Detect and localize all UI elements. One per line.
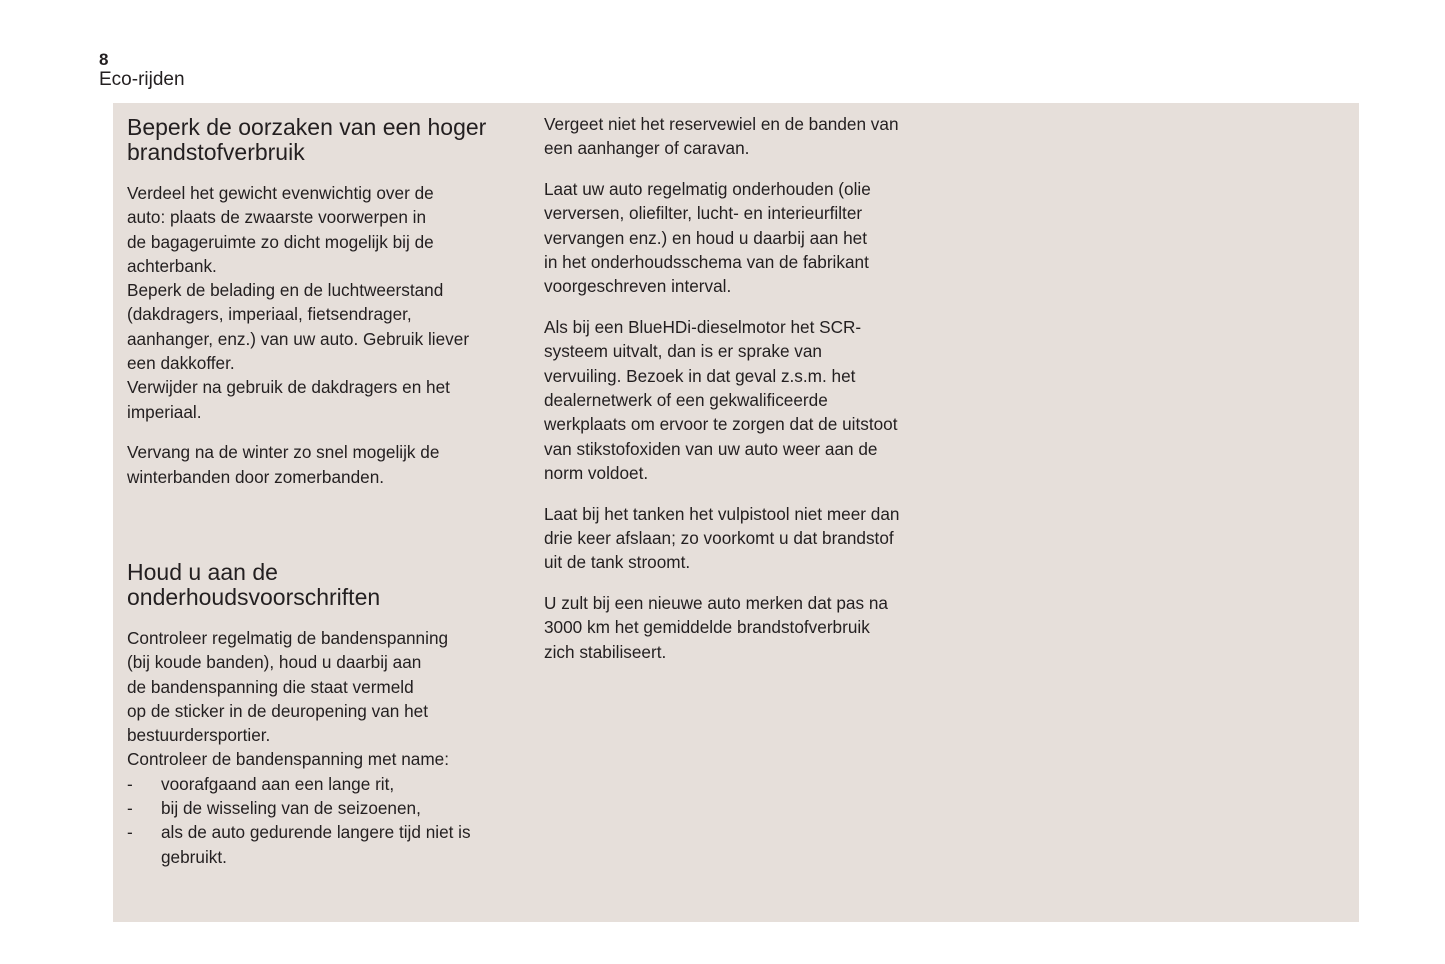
paragraph-spare-wheel: Vergeet niet het reservewiel en de banden van een aanhanger of caravan. [544, 114, 899, 159]
heading-maintenance: Houd u aan de onderhoudsvoorschriften [127, 559, 381, 610]
tyre-pressure-block [127, 626, 527, 869]
paragraph-tyre-pressure: Controleer regelmatig de bandenspanning (bij koude banden), houd u daarbij aan de bandenspanning die staat vermeld op de sticker in de deuropening van het bestuurdersportier. Controleer de bandenspanning met name: [127, 628, 450, 770]
list-item-text: bij de wisseling van de seizoenen, [161, 798, 421, 819]
paragraph-winter-tyres: Vervang na de winter zo snel mogelijk de winterbanden door zomerbanden. [127, 442, 440, 487]
page-number: 8 [99, 50, 109, 69]
list-marker: - [127, 822, 133, 843]
left-column [127, 181, 517, 489]
paragraph-refuelling: Laat bij het tanken het vulpistool niet meer dan drie keer afslaan; zo voorkomt u dat brandstof uit de tank stroomt. [544, 503, 900, 573]
list-item [127, 820, 527, 869]
list-item [127, 772, 527, 796]
section-title: Eco-rijden [99, 69, 185, 90]
list-marker: - [127, 773, 133, 794]
heading-fuel-consumption: Beperk de oorzaken van een hoger brandstofverbruik [127, 114, 487, 165]
right-column [544, 112, 944, 664]
paragraph-scr-system: Als bij een BlueHDi-dieselmotor het SCR- systeem uitvalt, dan is er sprake van vervuiling. Bezoek in dat geval z.s.m. het dealernetwerk of een gekwalificeerde werkplaats om ervoor te zorgen dat de uitstoot van stikstofoxiden van uw auto weer aan de norm voldoet. [544, 317, 898, 483]
paragraph-servicing: Laat uw auto regelmatig onderhouden (olie verversen, oliefilter, lucht- en interieurfilter vervangen enz.) en houd u daarbij aan het in het onderhoudsschema van de fabrikant voorgeschreven interval. [544, 179, 871, 297]
list-item-text: voorafgaand aan een lange rit, [161, 773, 395, 794]
paragraph-new-car: U zult bij een nieuwe auto merken dat pas na 3000 km het gemiddelde brandstofverbruik zich stabiliseert. [544, 593, 888, 662]
list-marker: - [127, 798, 133, 819]
list-item [127, 796, 527, 820]
paragraph-weight: Verdeel het gewicht evenwichtig over de auto: plaats de zwaarste voorwerpen in de bagageruimte zo dicht mogelijk bij de achterbank. Beperk de belading en de luchtweerstand (dakdragers, imperiaal, fietsendrager, aanhanger, enz.) van uw auto. Gebruik liever een dakkoffer. Verwijder na gebruik de dakdragers en het imperiaal. [127, 183, 470, 422]
list-item-text: als de auto gedurende langere tijd niet is gebruikt. [161, 822, 471, 867]
